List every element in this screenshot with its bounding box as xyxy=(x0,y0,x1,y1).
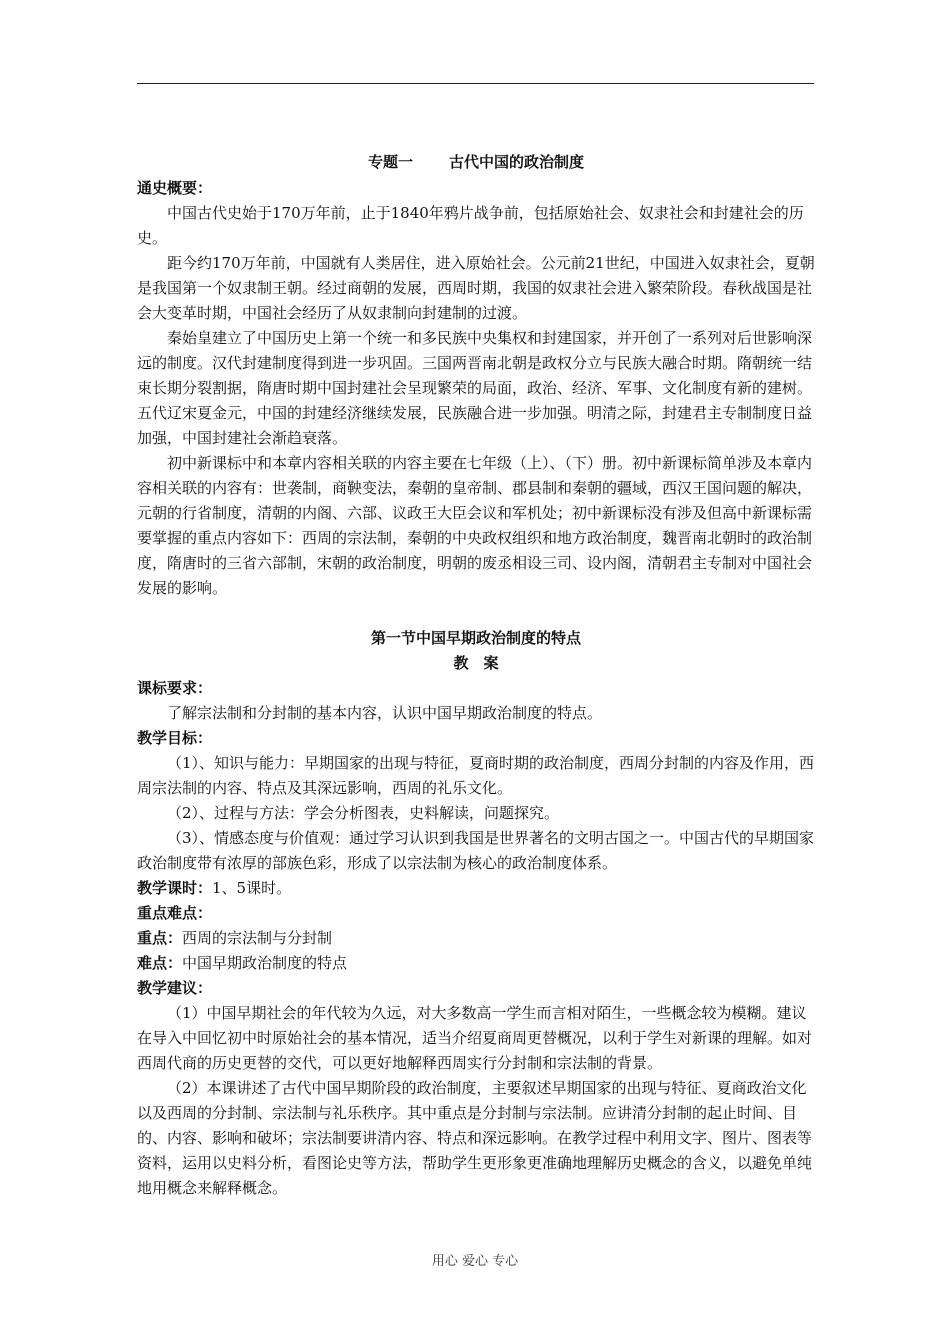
advice-item: （2）本课讲述了古代中国早期阶段的政治制度，主要叙述早期国家的出现与特征、夏商政治文化以及西周的分封制、宗法制与礼乐秩序。其中重点是分封制与宗法制。应讲清分封制的起止时间、目的、内容、影响和破坏；宗法制要讲清内容、特点和深远影响。在教学过程中利用文字、图片、图表等资料，运用以史料分析，看图论史等方法，帮助学生更形象更准确地理解历史概念的含义，以避免单纯地用概念来解释概念。 xyxy=(137,1079,813,1197)
section-title: 第一节中国早期政治制度的特点 xyxy=(370,629,581,647)
title-topic: 专题一 xyxy=(367,153,413,171)
standard-heading: 课标要求： xyxy=(137,679,213,697)
key-value: 西周的宗法制与分封制 xyxy=(182,929,333,947)
hours-line xyxy=(137,876,815,901)
key-heading: 重点难点： xyxy=(137,904,213,922)
page-footer: 用心 爱心 专心 xyxy=(431,1254,519,1269)
overview-paragraph: 中国古代史始于170万年前，止于1840年鸦片战争前，包括原始社会、奴隶社会和封建社会的历史。 xyxy=(137,204,804,247)
overview-paragraph: 秦始皇建立了中国历史上第一个统一和多民族中央集权和封建国家，并开创了一系列对后世影响深远的制度。汉代封建制度得到进一步巩固。三国两晋南北朝是政权分立与民族大融合时期。隋朝统一结束长期分裂割据，隋唐时期中国封建社会呈现繁荣的局面，政治、经济、军事、文化制度有新的建树。五代辽宋夏金元，中国的封建经济继续发展，民族融合进一步加强。明清之际，封建君主专制制度日益加强，中国封建社会渐趋衰落。 xyxy=(137,329,813,447)
title-subject: 古代中国的政治制度 xyxy=(449,153,585,171)
overview-paragraph: 距今约170万年前，中国就有人类居住，进入原始社会。公元前21世纪，中国进入奴隶社会，夏朝是我国第一个奴隶制王朝。经过商朝的发展，西周时期，我国的奴隶社会进入繁荣阶段。春秋战国是社会大变革时期，中国社会经历了从奴隶制向封建制的过渡。 xyxy=(137,254,815,322)
overview-heading: 通史概要： xyxy=(137,179,213,197)
header-rule xyxy=(137,83,814,84)
goal-item: （2）、过程与方法：学会分析图表，史料解读，问题探究。 xyxy=(167,804,560,822)
spacer xyxy=(137,601,815,626)
difficult-line xyxy=(137,951,815,976)
page-title xyxy=(137,148,815,176)
overview-paragraph: 初中新课标中和本章内容相关联的内容主要在七年级（上）、（下）册。初中新课标简单涉及本章内容相关联的内容有：世袭制，商鞅变法，秦朝的皇帝制、郡县制和秦朝的疆域，西汉王国问题的解决，元朝的行省制度，清朝的内阁、六部、议政王大臣会议和军机处；初中新课标没有涉及但高中新课标需要掌握的重点内容如下：西周的宗法制，秦朝的中央政权组织和地方政治制度，魏晋南北朝时的政治制度，隋唐时的三省六部制，宋朝的政治制度，明朝的废丞相设三司、设内阁，清朝君主专制对中国社会发展的影响。 xyxy=(137,454,813,597)
goals-heading: 教学目标： xyxy=(137,729,213,747)
advice-item: （1）中国早期社会的年代较为久远，对大多数高一学生而言相对陌生，一些概念较为模糊。建议在导入中回忆初中时原始社会的基本情况，适当介绍夏商周更替概况，以利于学生对新课的理解。如对西周代商的历史更替的交代，可以更好地解释西周实行分封制和宗法制的背景。 xyxy=(137,1004,813,1072)
difficult-label: 难点： xyxy=(137,954,183,972)
advice-heading: 教学建议： xyxy=(137,979,213,997)
goal-item: （1）、知识与能力：早期国家的出现与特征，夏商时期的政治制度，西周分封制的内容及作用，西周宗法制的内容、特点及其深远影响，西周的礼乐文化。 xyxy=(137,754,815,797)
key-label: 重点： xyxy=(137,929,183,947)
hours-value: 1、5课时。 xyxy=(212,879,292,897)
difficult-value: 中国早期政治制度的特点 xyxy=(182,954,348,972)
standard-text: 了解宗法制和分封制的基本内容，认识中国早期政治制度的特点。 xyxy=(167,704,603,722)
key-line xyxy=(137,926,815,951)
hours-label: 教学课时： xyxy=(137,879,213,897)
section-subtitle: 教 案 xyxy=(453,654,499,672)
goal-item: （3）、情感态度与价值观：通过学习认识到我国是世界著名的文明古国之一。中国古代的早期国家政治制度带有浓厚的部族色彩，形成了以宗法制为核心的政治制度体系。 xyxy=(137,829,815,872)
document-body xyxy=(137,148,815,1201)
